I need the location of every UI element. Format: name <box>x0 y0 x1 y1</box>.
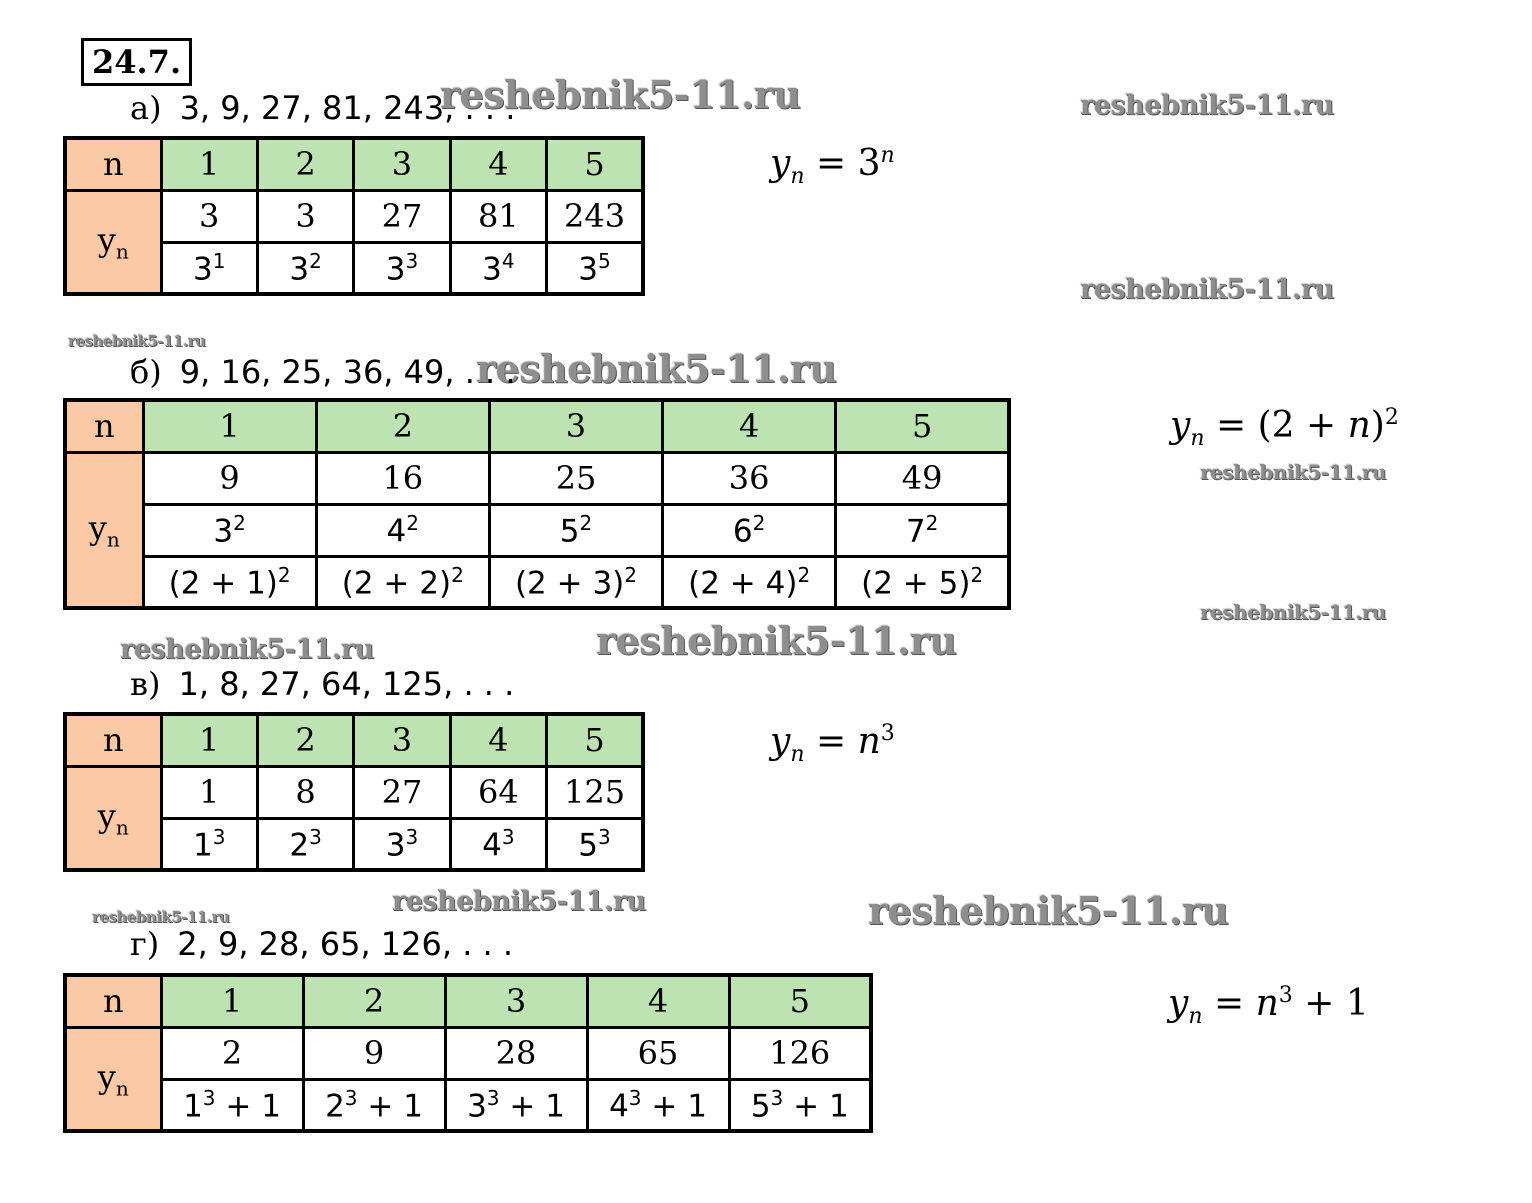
power-cell: $3^2$ <box>257 242 353 294</box>
table-d <box>63 973 873 1133</box>
sequence-a <box>130 88 515 128</box>
expression-cell: $(2 + 2)^2$ <box>316 556 489 608</box>
formula-a: $y_n = 3^n$ <box>770 143 895 190</box>
part-label-a: а) <box>130 89 162 127</box>
table-row <box>65 400 1009 452</box>
watermark: reshebnik5-11.ru <box>1200 600 1386 624</box>
watermark: reshebnik5-11.ru <box>596 618 957 663</box>
table-row <box>65 504 1009 556</box>
sequence-b <box>130 352 516 392</box>
part-label-c: в) <box>130 665 161 703</box>
table-b <box>63 398 1011 610</box>
n-cell: 5 <box>547 714 643 766</box>
value-cell: 27 <box>354 190 450 242</box>
n-cell: 5 <box>729 975 871 1027</box>
power-cell: $1^3$ <box>161 818 257 870</box>
sequence-d <box>130 924 513 964</box>
watermark: reshebnik5-11.ru <box>120 634 374 665</box>
value-cell: 64 <box>450 766 546 818</box>
n-cell: 2 <box>257 138 353 190</box>
n-cell: 2 <box>257 714 353 766</box>
watermark: reshebnik5-11.ru <box>440 72 801 117</box>
y-header: $y_n$ <box>65 452 143 608</box>
table-c <box>63 712 645 872</box>
power-cell: $7^2$ <box>836 504 1009 556</box>
table-row <box>65 975 871 1027</box>
value-cell: 1 <box>161 766 257 818</box>
n-cell: 4 <box>663 400 836 452</box>
y-header: $y_n$ <box>65 190 161 294</box>
value-cell: 126 <box>729 1027 871 1079</box>
power-cell: $5^3$ <box>547 818 643 870</box>
part-label-d: г) <box>130 925 160 963</box>
table-row <box>65 714 643 766</box>
y-header: $y_n$ <box>65 766 161 870</box>
table-row <box>65 452 1009 504</box>
value-cell: 125 <box>547 766 643 818</box>
power-cell: $3^1$ <box>161 242 257 294</box>
power-cell: $1^3 + 1$ <box>161 1079 303 1131</box>
value-cell: 9 <box>303 1027 445 1079</box>
n-cell: 3 <box>354 138 450 190</box>
watermark: reshebnik5-11.ru <box>1080 90 1334 121</box>
watermark: reshebnik5-11.ru <box>392 886 646 917</box>
expression-cell: $(2 + 5)^2$ <box>836 556 1009 608</box>
n-cell: 4 <box>587 975 729 1027</box>
power-cell: $3^4$ <box>450 242 546 294</box>
value-cell: 49 <box>836 452 1009 504</box>
power-cell: $3^2$ <box>143 504 316 556</box>
n-header: n <box>65 714 161 766</box>
n-cell: 4 <box>450 138 546 190</box>
n-cell: 4 <box>450 714 546 766</box>
value-cell: 27 <box>354 766 450 818</box>
power-cell: $3^3$ <box>354 242 450 294</box>
table-row <box>65 138 643 190</box>
n-cell: 1 <box>161 138 257 190</box>
value-cell: 3 <box>161 190 257 242</box>
power-cell: $5^3 + 1$ <box>729 1079 871 1131</box>
value-cell: 16 <box>316 452 489 504</box>
n-cell: 3 <box>445 975 587 1027</box>
value-cell: 25 <box>489 452 662 504</box>
watermark: reshebnik5-11.ru <box>868 888 1229 933</box>
power-cell: $2^3 + 1$ <box>303 1079 445 1131</box>
n-cell: 5 <box>547 138 643 190</box>
value-cell: 65 <box>587 1027 729 1079</box>
table-row <box>65 766 643 818</box>
power-cell: $5^2$ <box>489 504 662 556</box>
expression-cell: $(2 + 1)^2$ <box>143 556 316 608</box>
y-header: $y_n$ <box>65 1027 161 1131</box>
n-header: n <box>65 400 143 452</box>
power-cell: $3^3$ <box>354 818 450 870</box>
value-cell: 243 <box>547 190 643 242</box>
n-cell: 1 <box>143 400 316 452</box>
power-cell: $6^2$ <box>663 504 836 556</box>
problem-number: 24.7. <box>81 38 192 86</box>
sequence-text-c: 1, 8, 27, 64, 125, . . . <box>178 665 515 703</box>
watermark: reshebnik5-11.ru <box>92 908 230 926</box>
value-cell: 8 <box>257 766 353 818</box>
watermark: reshebnik5-11.ru <box>476 346 837 391</box>
power-cell: $4^3$ <box>450 818 546 870</box>
value-cell: 81 <box>450 190 546 242</box>
value-cell: 36 <box>663 452 836 504</box>
value-cell: 3 <box>257 190 353 242</box>
sequence-c <box>130 664 514 704</box>
watermark: reshebnik5-11.ru <box>68 332 206 350</box>
part-label-b: б) <box>130 353 162 391</box>
power-cell: $4^3 + 1$ <box>587 1079 729 1131</box>
n-cell: 5 <box>836 400 1009 452</box>
table-row <box>65 556 1009 608</box>
power-cell: $3^3 + 1$ <box>445 1079 587 1131</box>
sequence-text-a: 3, 9, 27, 81, 243, . . . <box>179 89 516 127</box>
table-row <box>65 1027 871 1079</box>
table-row <box>65 190 643 242</box>
sequence-text-d: 2, 9, 28, 65, 126, . . . <box>177 925 514 963</box>
value-cell: 28 <box>445 1027 587 1079</box>
formula-d: $y_n = n^3 + 1$ <box>1168 983 1369 1030</box>
formula-b: $y_n = (2 + n)^2$ <box>1170 405 1399 452</box>
n-header: n <box>65 138 161 190</box>
n-cell: 2 <box>303 975 445 1027</box>
formula-c: $y_n = n^3$ <box>770 721 895 768</box>
sequence-text-b: 9, 16, 25, 36, 49, . . . <box>179 353 516 391</box>
expression-cell: $(2 + 4)^2$ <box>663 556 836 608</box>
power-cell: $3^5$ <box>547 242 643 294</box>
value-cell: 2 <box>161 1027 303 1079</box>
n-cell: 3 <box>489 400 662 452</box>
table-a <box>63 136 645 296</box>
value-cell: 9 <box>143 452 316 504</box>
watermark: reshebnik5-11.ru <box>1200 460 1386 484</box>
power-cell: $4^2$ <box>316 504 489 556</box>
n-header: n <box>65 975 161 1027</box>
n-cell: 2 <box>316 400 489 452</box>
watermark: reshebnik5-11.ru <box>1080 274 1334 305</box>
n-cell: 1 <box>161 975 303 1027</box>
table-row <box>65 1079 871 1131</box>
n-cell: 3 <box>354 714 450 766</box>
expression-cell: $(2 + 3)^2$ <box>489 556 662 608</box>
n-cell: 1 <box>161 714 257 766</box>
power-cell: $2^3$ <box>257 818 353 870</box>
